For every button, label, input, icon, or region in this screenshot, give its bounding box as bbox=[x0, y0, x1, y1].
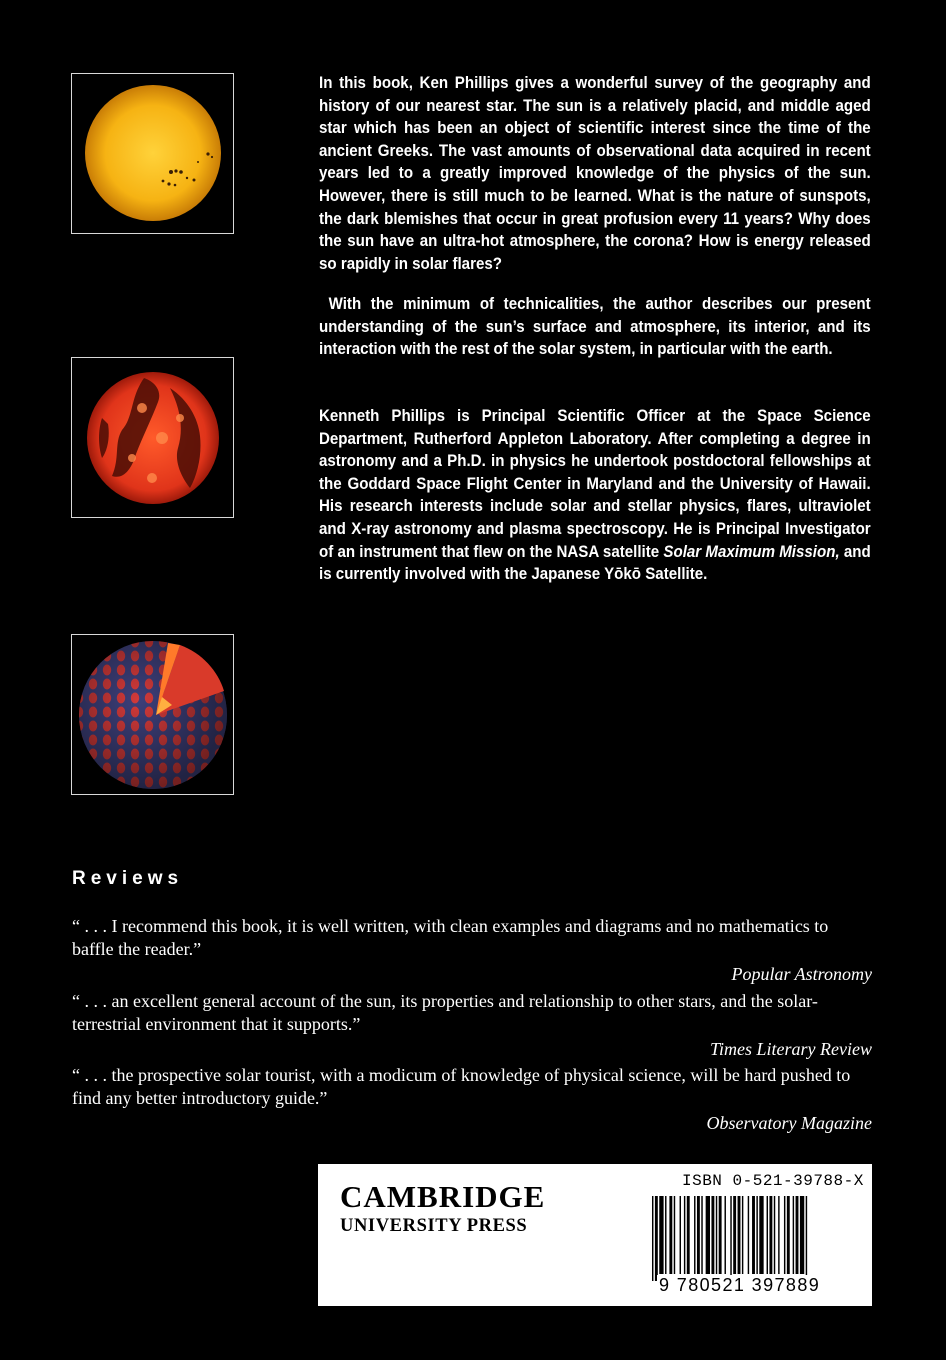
barcode-bar bbox=[701, 1196, 702, 1274]
barcode-bar bbox=[742, 1196, 743, 1274]
barcode-bar bbox=[659, 1196, 663, 1274]
chromosphere-image bbox=[71, 357, 234, 518]
barcode-bar bbox=[730, 1196, 731, 1281]
barcode-bar bbox=[719, 1196, 722, 1274]
barcode-bar bbox=[738, 1196, 741, 1274]
book-description-continued-text: With the minimum of technicalities, the author describes our present understanding of the sun’s surface and atmosphere, its interior, and its interaction with the rest of the solar system, in particular with the earth. bbox=[319, 294, 871, 359]
review-source: Observatory Magazine bbox=[706, 1113, 872, 1133]
barcode-bar bbox=[680, 1196, 681, 1274]
barcode-bar bbox=[665, 1196, 666, 1274]
barcode-bar bbox=[806, 1196, 807, 1281]
barcode-bar bbox=[759, 1196, 763, 1274]
barcode-bar bbox=[669, 1196, 672, 1274]
barcode-bar bbox=[733, 1196, 736, 1274]
reviews-heading: Reviews bbox=[72, 868, 184, 889]
barcode-bar bbox=[767, 1196, 768, 1274]
barcode-bar bbox=[716, 1196, 717, 1274]
barcode-bar bbox=[697, 1196, 700, 1274]
review-quote: “ . . . I recommend this book, it is well written, with clean examples and diagrams and no mathematics to baffle the reader.” bbox=[72, 916, 829, 959]
sunspot-image bbox=[71, 73, 234, 234]
barcode-bar bbox=[800, 1196, 804, 1274]
sun-interior-model-illustration bbox=[72, 635, 233, 794]
review-item bbox=[72, 990, 872, 1061]
barcode-bar bbox=[684, 1196, 685, 1274]
barcode-bar bbox=[774, 1196, 775, 1274]
review-item bbox=[72, 915, 872, 986]
review-source: Times Literary Review bbox=[710, 1039, 872, 1059]
author-bio-text-1: Kenneth Phillips is Principal Scientific Officer at the Space Science Department, Rutherford Appleton Laboratory. After completing a degree in astronomy and a Ph.D. in physics he undertook postdoctoral fellowships at the Goddard Space Flight Center in Maryland and the University of Hawaii. His research interests include solar and stellar physics, flares, ultraviolet and X-ray astronomy and plasma spectroscopy. He is Principal Investigator of an instrument that flew on the NASA satellite bbox=[319, 406, 871, 561]
isbn-label: ISBN 0-521-39788-X bbox=[682, 1172, 864, 1190]
book-description: In this book, Ken Phillips gives a wonderful survey of the geography and history of our nearest star. The sun is a relatively placid, and middle aged star which has been an object of scientific interest since the time of the ancient Greeks. The vast amounts of observational data acquired in recent years led to a greatly improved knowledge of the physics of the sun. However, there is still much to be learned. What is the nature of sunspots, the dark blemishes that occur in great profusion every 11 years? Why does the sun have an ultra-hot atmosphere, the corona? How is energy released so rapidly in solar flares? bbox=[319, 73, 871, 273]
author-bio-text-2: and is currently involved with the Japanese Yōkō Satellite. bbox=[319, 541, 871, 584]
review-source: Popular Astronomy bbox=[731, 964, 872, 984]
barcode-bar bbox=[706, 1196, 710, 1274]
review-item bbox=[72, 1064, 872, 1135]
review-quote: “ . . . an excellent general account of the sun, its properties and relationship to other stars, and the solar-terrestrial environment that it supports.” bbox=[72, 991, 818, 1034]
barcode-bar bbox=[778, 1196, 779, 1274]
barcode-bar bbox=[655, 1196, 658, 1281]
solar-oscillations-image bbox=[71, 634, 234, 795]
barcode bbox=[652, 1196, 858, 1281]
barcode-bar bbox=[769, 1196, 772, 1274]
barcode-bar bbox=[748, 1196, 749, 1274]
barcode-bar bbox=[784, 1196, 785, 1274]
author-biography bbox=[319, 405, 871, 586]
barcode-bar bbox=[694, 1196, 695, 1274]
barcode-bar bbox=[756, 1196, 757, 1274]
barcode-bar bbox=[752, 1196, 755, 1274]
barcode-bar bbox=[793, 1196, 794, 1274]
barcode-bar bbox=[787, 1196, 790, 1274]
sun-h-alpha-illustration bbox=[72, 358, 233, 517]
barcode-number: 9 780521 397889 bbox=[659, 1275, 821, 1295]
sun-white-light-illustration bbox=[72, 74, 233, 233]
barcode-bar bbox=[652, 1196, 653, 1281]
barcode-bar bbox=[674, 1196, 675, 1274]
barcode-bar bbox=[725, 1196, 726, 1274]
publisher-subtitle: UNIVERSITY PRESS bbox=[340, 1216, 528, 1236]
book-description-continued bbox=[319, 293, 871, 361]
barcode-bar bbox=[687, 1196, 690, 1274]
publisher-name: CAMBRIDGE bbox=[340, 1179, 546, 1214]
review-quote: “ . . . the prospective solar tourist, with a modicum of knowledge of physical science, will be hard pushed to find any better introductory guide.” bbox=[72, 1065, 851, 1108]
barcode-bar bbox=[711, 1196, 714, 1274]
mission-name: Solar Maximum Mission, bbox=[663, 541, 840, 561]
barcode-bar bbox=[796, 1196, 799, 1274]
publisher-barcode-box bbox=[318, 1164, 872, 1306]
